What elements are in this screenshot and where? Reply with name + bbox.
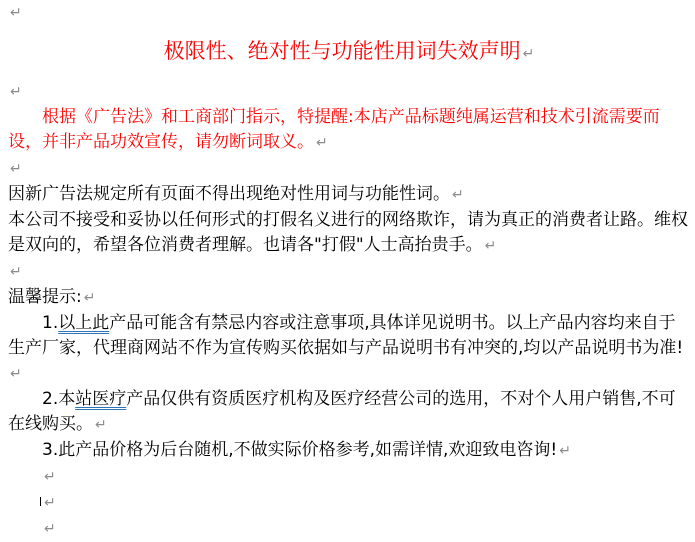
red-notice-paragraph	[8, 105, 690, 156]
tip-1-prefix: 1.	[42, 313, 59, 333]
paragraph-mark-icon: ↵	[44, 495, 56, 511]
paragraph-mark-icon: ↵	[452, 187, 464, 203]
document-title-line	[8, 26, 690, 79]
statement-1-text: 因新广告法规定所有页面不得出现绝对性用词与功能性词。	[8, 184, 450, 204]
empty-paragraph	[8, 464, 690, 490]
tip-2-text: 产品仅供有资质医疗机构及医疗经营公司的选用，不对个人用户销售,不可在线购买。	[8, 389, 676, 434]
paragraph-mark-icon: ↵	[10, 5, 22, 21]
tip-paragraph-3	[8, 438, 690, 464]
empty-paragraph	[8, 516, 690, 542]
text-cursor	[40, 497, 41, 506]
statement-paragraph-2	[8, 208, 690, 259]
paragraph-mark-icon: ↵	[10, 161, 22, 177]
tip-3-text: 3.此产品价格为后台随机,不做实际价格参考,如需详情,欢迎致电咨询!	[42, 440, 558, 460]
tip-1-text: 产品可能含有禁忌内容或注意事项,具体详见说明书。以上产品内容均来自于生产厂家，代理商网站不作为宣传购买依据如与产品说明书有冲突的,均以产品说明书为准!	[8, 313, 684, 358]
tip-paragraph-1	[8, 311, 690, 387]
statement-2-text: 本公司不接受和妥协以任何形式的打假名义进行的网络欺诈，请为真正的消费者让路。维权是双向的，希望各位消费者理解。也请各"打假"人士高抬贵手。	[8, 210, 688, 255]
paragraph-mark-icon: ↵	[10, 264, 22, 280]
statement-paragraph-1	[8, 182, 690, 208]
paragraph-mark-icon: ↵	[522, 46, 535, 62]
paragraph-mark-icon: ↵	[83, 290, 96, 306]
paragraph-mark-icon: ↵	[10, 84, 22, 100]
paragraph-mark-icon: ↵	[484, 238, 497, 254]
tip-paragraph-2	[8, 387, 690, 438]
document-title: 极限性、绝对性与功能性用词失效声明	[163, 39, 521, 63]
empty-paragraph	[8, 259, 690, 285]
empty-paragraph	[8, 156, 690, 182]
paragraph-mark-icon: ↵	[316, 135, 328, 151]
paragraph-mark-icon: ↵	[95, 417, 107, 433]
tip-1-grammar-flagged-text: 以上此	[58, 313, 110, 333]
empty-paragraph	[8, 490, 690, 516]
paragraph-mark-icon: ↵	[559, 443, 571, 459]
empty-paragraph	[8, 79, 690, 105]
empty-paragraph	[8, 0, 690, 26]
tips-heading: 温馨提示:	[8, 287, 82, 307]
tips-heading-paragraph	[8, 285, 690, 311]
paragraph-mark-icon: ↵	[44, 521, 56, 537]
red-notice-text: 根据《广告法》和工商部门指示，特提醒:本店产品标题纯属运营和技术引流需要而设，并非产品功效宣传，请勿断词取义。	[8, 107, 660, 152]
tip-2-prefix: 2.本	[42, 389, 76, 409]
paragraph-mark-icon: ↵	[10, 366, 22, 382]
tip-2-grammar-flagged-text: 站医疗	[75, 389, 127, 409]
paragraph-mark-icon: ↵	[44, 469, 56, 485]
